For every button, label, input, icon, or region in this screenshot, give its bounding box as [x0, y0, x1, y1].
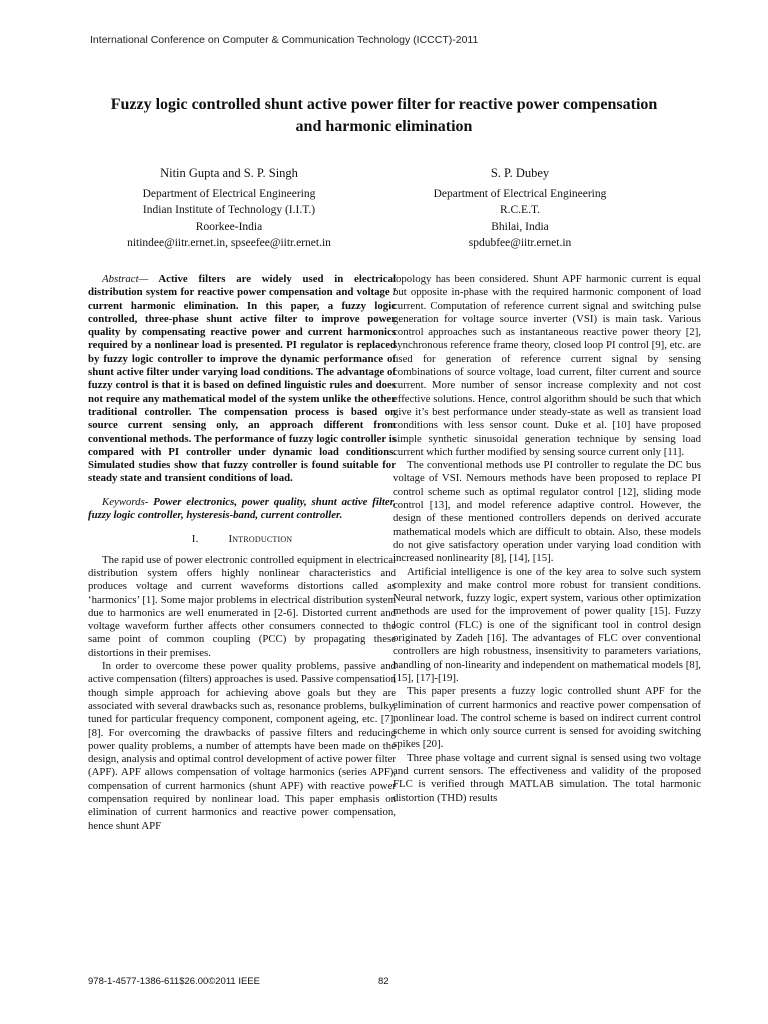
- title-line-1: Fuzzy logic controlled shunt active power filter for reactive power compensation: [110, 96, 658, 113]
- section-title: Introduction: [228, 533, 293, 546]
- author-block-right: [370, 165, 670, 251]
- keywords-text: Power electronics, power quality, shunt active filter, fuzzy logic controller, hysteresis-band, current controller.: [88, 495, 396, 522]
- author-department: Department of Electrical Engineering: [142, 188, 316, 201]
- author-name: S. P. Dubey: [490, 166, 550, 180]
- author-name: Nitin Gupta and S. P. Singh: [160, 166, 298, 180]
- section-number: I.: [191, 533, 199, 546]
- author-department: Department of Electrical Engineering: [433, 188, 607, 201]
- author-institution: R.C.E.T.: [499, 204, 541, 217]
- author-email: nitindee@iitr.ernet.in, spseefee@iitr.ernet.in: [127, 236, 331, 249]
- body-paragraph: The rapid use of power electronic controlled equipment in electrical distribution system offers highly nonlinear characteristics and produces voltage and current waveforms distortions called as ‘harmonics’ [1]. Some major problems in electrical distribution system due to harmonics are well enumerated in [2-6]. Distorted current and voltage waveform further affects other consumers connected to the same point of common coupling (PCC) by propagating these distortions in their premises.: [88, 553, 396, 659]
- author-location: Bhilai, India: [491, 220, 549, 233]
- author-block-left: [79, 165, 379, 251]
- section-heading: [88, 533, 396, 546]
- abstract-label: Abstract—: [102, 273, 149, 285]
- author-email: spdubfee@iitr.ernet.in: [468, 236, 572, 249]
- keywords: [88, 496, 396, 523]
- left-column: [88, 273, 396, 833]
- abstract: [88, 273, 396, 486]
- author-institution: Indian Institute of Technology (I.I.T.): [142, 204, 316, 217]
- body-paragraph: Three phase voltage and current signal is sensed using two voltage and current sensors. The effectiveness and validity of the proposed FLC is verified through MATLAB simulation. The total harmonic distortion (THD) results: [393, 751, 701, 804]
- conference-header: International Conference on Computer & Communication Technology (ICCCT)-2011: [90, 34, 479, 46]
- keywords-label: Keywords-: [102, 495, 149, 508]
- right-column: [393, 273, 701, 805]
- page-number: 82: [378, 976, 389, 987]
- body-paragraph: Artificial intelligence is one of the key area to solve such system complexity and make control more robust for transient conditions. Neural network, fuzzy logic, expert system, various other optimization methods are used for the improvement of power quality [15]. Fuzzy logic control (FLC) is one of the significant tool in control design originated by Zadeh [16]. The advantages of FLC over conventional controllers are high robustness, insensitivity to parameters variations, handling of non-linearity and independent on mathematical models [8], [15], [17]-[19].: [393, 565, 701, 684]
- abstract-text: Active filters are widely used in electrical distribution system for reactive power compensation and voltage / current harmonic elimination. In this paper, a fuzzy logic controlled, three-phase shunt active filter to improve power quality by compensating reactive power and current harmonics required by a nonlinear load is presented. PI regulator is replaced by fuzzy logic controller to improve the dynamic performance of shunt active filter under varying load conditions. The advantage of fuzzy control is that it is based on defined linguistic rules and does not require any mathematical model of the system unlike the other traditional controller. The compensation process is based on source current sensing only, an approach different from conventional methods. The performance of fuzzy logic controller is compared with PI controller under dynamic load conditions. Simulated studies show that fuzzy controller is found suitable for steady state and transient conditions of load.: [88, 273, 396, 485]
- footer-copyright: 978-1-4577-1386-611$26.00©2011 IEEE: [88, 976, 260, 987]
- paper-title: [60, 94, 708, 138]
- body-paragraph: The conventional methods use PI controller to regulate the DC bus voltage of VSI. Nemours methods have been proposed to replace PI control scheme such as optimal regulator control [12], sliding mode control [13], and model reference adaptive control. However, the design of these mentioned controllers depends on derived accurate mathematical models which are difficult to obtain. Also, these models do not give satisfactory operation under varying load condition with increased nonlinearity [8], [14], [15].: [393, 459, 701, 565]
- body-paragraph: This paper presents a fuzzy logic controlled shunt APF for the elimination of current harmonics and reactive power compensation of nonlinear load. The control scheme is based on indirect current control scheme in which only source current is sensed for avoiding switching spikes [20].: [393, 685, 701, 751]
- title-line-2: and harmonic elimination: [295, 118, 473, 135]
- body-paragraph: In order to overcome these power quality problems, passive and active compensation (filters) approaches is used. Passive compensation though simple approach for achieving above goals but they are associated with several drawbacks such as, resonance problems, bulky, tuned for particular frequency component, component ageing, etc. [7], [8]. For overcoming the drawbacks of passive filters and reducing power quality problems, a number of attempts have been made on the design, analysis and optimal control development of active power filter (APF). APF allows compensation of voltage harmonics (series APF), compensation of current harmonics (shunt APF) with reactive power compensation required by nonlinear load. This paper emphasis on elimination of current harmonics and reactive power compensation, hence shunt APF: [88, 660, 396, 832]
- author-location: Roorkee-India: [195, 220, 263, 233]
- body-paragraph: topology has been considered. Shunt APF harmonic current is equal but opposite in-phase with the required harmonic component of load current. Computation of reference current signal and switching pulse generation for voltage source inverter (VSI) is main task. Various control approaches such as instantaneous reactive power theory [2], synchronous reference frame theory, closed loop PI control [9], etc. are used for generation of reference current signal by sensing combinations of source voltage, load current, filter current and source current. More number of sensor increase complexity and not cost effective solutions. Hence, control algorithm should be such that which give it’s best performance under steady-state as well as transient load conditions with less sensor count. Duke et al. [10] have proposed simple synthetic sinusoidal generation technique by sensing load current which further modified by sensing source current only [11].: [393, 273, 701, 458]
